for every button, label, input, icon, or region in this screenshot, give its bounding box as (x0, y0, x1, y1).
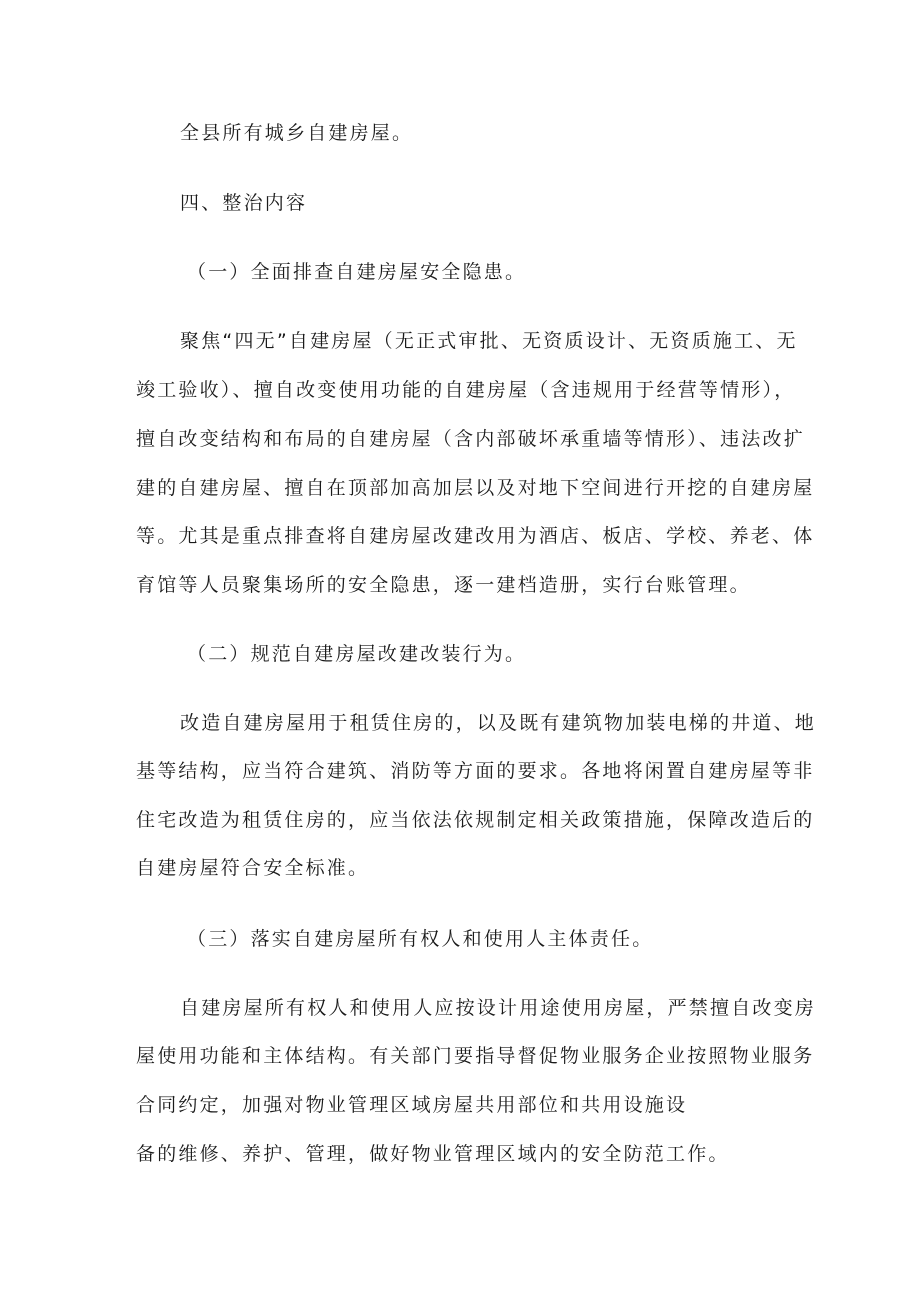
paragraph-1-line-2: 竣工验收）、擅自改变使用功能的自建房屋（含违规用于经营等情形）， (136, 379, 796, 401)
section-heading: 四、整治内容 (180, 192, 308, 214)
paragraph-2-line-3: 住宅改造为租赁住房的，应当依法依规制定相关政策措施，保障改造后的 (136, 809, 815, 831)
paragraph-1-line-5: 等。尤其是重点排查将自建房屋改建改用为酒店、板店、学校、养老、体 (136, 525, 815, 547)
paragraph-2-line-2: 基等结构，应当符合建筑、消防等方面的要求。各地将闲置自建房屋等非 (136, 760, 815, 782)
paragraph-3-line-4: 备的维修、养护、管理，做好物业管理区域内的安全防范工作。 (136, 1143, 730, 1165)
subheading-3: （三）落实自建房屋所有权人和使用人主体责任。 (187, 928, 654, 950)
paragraph-scope-line: 全县所有城乡自建房屋。 (180, 122, 414, 144)
paragraph-2-line-1: 改造自建房屋用于租赁住房的，以及既有建筑物加装电梯的井道、地 (180, 712, 817, 734)
paragraph-1-line-3: 擅自改变结构和布局的自建房屋（含内部破坏承重墙等情形）、违法改扩 (136, 428, 805, 450)
paragraph-1-line-6: 育馆等人员聚集场所的安全隐患，逐一建档造册，实行台账管理。 (136, 574, 751, 596)
subheading-1: （一）全面排查自建房屋安全隐患。 (187, 261, 527, 283)
paragraph-1-line-1: 聚焦“四无”自建房屋（无正式审批、无资质设计、无资质施工、无 (180, 330, 798, 352)
paragraph-1-line-4: 建的自建房屋、擅自在顶部加高加层以及对地下空间进行开挖的自建房屋 (136, 477, 815, 499)
paragraph-3-line-1: 自建房屋所有权人和使用人应按设计用途使用房屋，严禁擅自改变房 (180, 997, 817, 1019)
paragraph-2-line-4: 自建房屋符合安全标准。 (136, 857, 370, 879)
paragraph-3-line-3: 合同约定，加强对物业管理区域房屋共用部位和共用设施设 (136, 1094, 688, 1116)
subheading-2: （二）规范自建房屋改建改装行为。 (187, 643, 527, 665)
paragraph-3-line-2: 屋使用功能和主体结构。有关部门要指导督促物业服务企业按照物业服务 (136, 1045, 815, 1067)
